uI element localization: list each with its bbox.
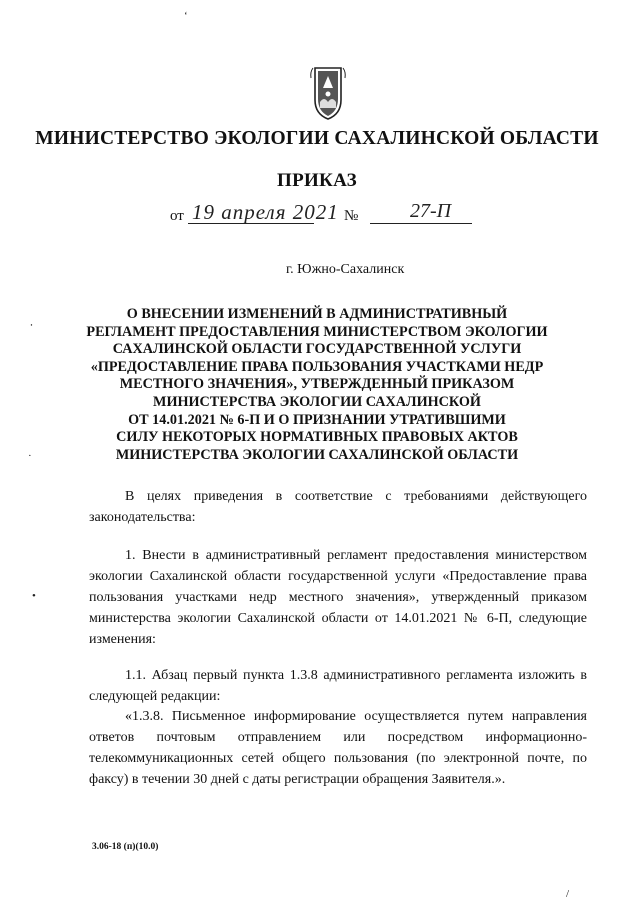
form-code: 3.06-18 (п)(10.0) (92, 842, 159, 852)
clause-1-paragraph: 1. Внести в административный регламент предоставления министерством экологии Сахалинской области государственной услуги «Предоставление права пользования участками недр местного значения», утвержденный приказом министерства экологии Сахалинской области от 14.01.2021 № 6-П, следующие изменения: (89, 548, 587, 647)
scan-mark: • (32, 590, 36, 602)
subject-line: МИНИСТЕРСТВА ЭКОЛОГИИ САХАЛИНСКОЙ ОБЛАСТИ (115, 446, 519, 463)
subject-line: САХАЛИНСКОЙ ОБЛАСТИ ГОСУДАРСТВЕННОЙ УСЛУГИ (112, 341, 522, 358)
subject-line: ОТ 14.01.2021 № 6-П И О ПРИЗНАНИИ УТРАТИВШИМИ (128, 411, 506, 428)
ministry-name: МИНИСТЕРСТВО ЭКОЛОГИИ САХАЛИНСКОЙ ОБЛАСТИ (35, 128, 599, 149)
scan-mark: ⸱ (30, 320, 33, 332)
subject-line: РЕГЛАМЕНТ ПРЕДОСТАВЛЕНИЯ МИНИСТЕРСТВОМ ЭКОЛОГИИ (86, 323, 548, 340)
number-prefix: № (344, 208, 359, 224)
handwritten-date: 19 апреля 2021 (192, 200, 339, 224)
document-type: ПРИКАЗ (276, 170, 358, 191)
number-underline (370, 223, 472, 224)
handwritten-number: 27-П (410, 200, 452, 222)
scan-mark: ‘ (184, 10, 188, 22)
subject-line: О ВНЕСЕНИИ ИЗМЕНЕНИЙ В АДМИНИСТРАТИВНЫЙ (126, 306, 508, 322)
order-subject (80, 306, 554, 464)
clause-1-1-paragraph: 1.1. Абзац первый пункта 1.3.8 административного регламента изложить в следующей редакции: (89, 668, 587, 704)
date-prefix: от (170, 208, 184, 224)
city: г. Южно-Сахалинск (286, 262, 405, 277)
subject-line: МЕСТНОГО ЗНАЧЕНИЯ», УТВЕРЖДЕННЫЙ ПРИКАЗОМ (119, 376, 515, 393)
subject-line: «ПРЕДОСТАВЛЕНИЕ ПРАВА ПОЛЬЗОВАНИЯ УЧАСТКАМИ НЕДР (90, 358, 544, 375)
scan-mark: / (566, 888, 570, 900)
subject-line: МИНИСТЕРСТВА ЭКОЛОГИИ САХАЛИНСКОЙ (153, 393, 481, 410)
date-number-line (0, 202, 634, 230)
subject-line: СИЛУ НЕКОТОРЫХ НОРМАТИВНЫХ ПРАВОВЫХ АКТОВ (116, 429, 518, 446)
clause-1-3-8-paragraph: «1.3.8. Письменное информирование осуществляется путем направления ответов почтовым отправлением или посредством информационно-телекоммуникационных сетей общего пользования (по электронной почте, по факсу) в течении 30 дней с даты регистрации обращения Заявителя.». (89, 709, 587, 787)
scan-mark: · (28, 450, 32, 462)
date-underline (188, 223, 314, 224)
preamble-paragraph: В целях приведения в соответствие с требованиями действующего законодательства: (89, 489, 587, 525)
coat-of-arms-icon (301, 62, 355, 122)
